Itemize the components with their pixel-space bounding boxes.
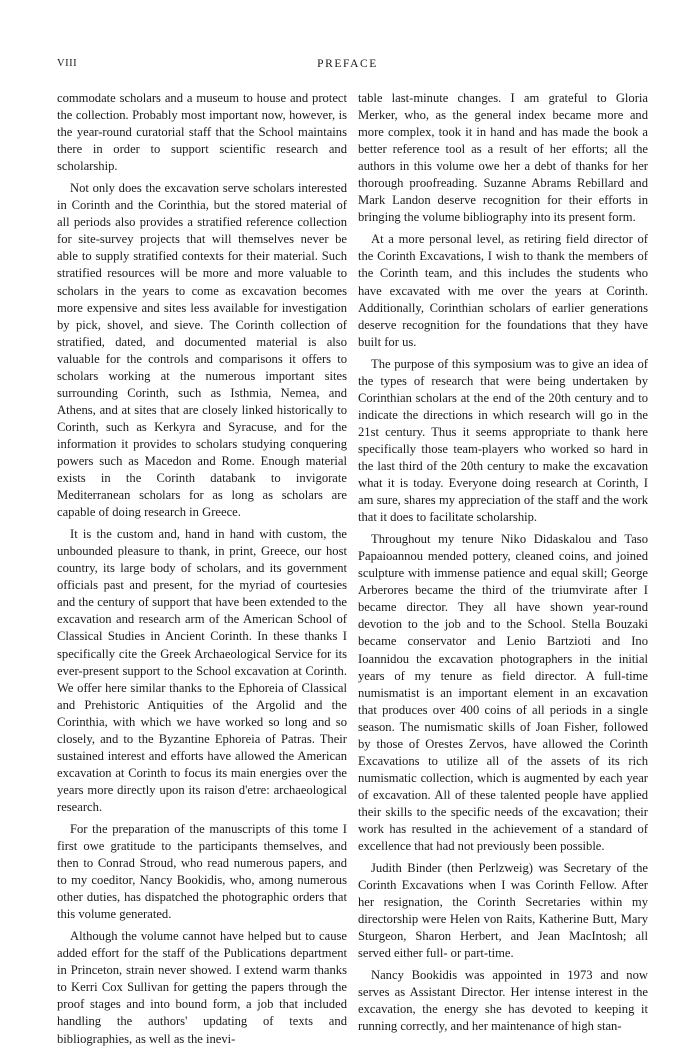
paragraph: Nancy Bookidis was appointed in 1973 and now serves as Assistant Director. Her intense interest in the excavation, the energy she has devoted to keeping it running correctly, and her maintenance of high stan- <box>358 968 648 1034</box>
paragraph: commodate scholars and a museum to house and protect the collection. Probably most important now, however, is the year-round curatorial staff that the School maintains there in order to support scientific research and scholarship. <box>57 91 347 174</box>
paragraph: Throughout my tenure Niko Didaskalou and Taso Papaioannou mended pottery, cleaned coins, and joined sculpture with immense patience and equal skill; George Arberores became the third of the triumvirate after I became director. They all have shown year-round devotion to the job and to the School. Stella Bouzaki became conservator and Lenio Bartzioti and Ino Ioannidou the excavation photographers in the initial years of my tenure as field director. A full-time numismatist is an important element in an excavation that produces over 400 coins of all periods in a single season. The numismatic skills of Joan Fisher, followed by those of Orestes Zervos, have allowed the Corinth Excavations to utilize all of the assets of its rich numismatic collection, which is augmented by each year of excavation. All of these talented people have applied their skills to the specific needs of the excavation; their work has resulted in the achievement of a standard of excellence that had not previously been possible. <box>358 532 648 854</box>
page-number: VIII <box>57 58 78 69</box>
paragraph: For the preparation of the manuscripts of this tome I first owe gratitude to the participants themselves, and then to Conrad Stroud, who read numerous papers, and to my coeditor, Nancy Bookidis, who, among numerous other duties, has dispatched the photographic orders that this volume generated. <box>57 821 347 922</box>
running-title: PREFACE <box>317 58 378 70</box>
paragraph: The purpose of this symposium was to give an idea of the types of research that were being undertaken by Corinthian scholars at the end of the 20th century and to indicate the directions in which research will go in the 21st century. Thus it seems appropriate to thank here specifically those team-players who worked so hard in the last third of the 20th century to make the excavation what it is today. Everyone doing research at Corinth, I am sure, shares my appreciation of the staff and the work that it does to facilitate scholarship. <box>358 356 648 525</box>
paragraph: At a more personal level, as retiring field director of the Corinth Excavations, I wish to thank the members of the Corinth team, and this includes the students who have excavated with me over the years at Corinth. Additionally, Corinthian scholars of earlier generations deserve recognition for the foundations that they have built for us. <box>358 232 648 349</box>
paragraph: table last-minute changes. I am grateful to Gloria Merker, who, as the general index became more and more complex, took it in hand and has made the book a better reference tool as a result of her efforts; all the authors in this volume owe her a debt of thanks for her thorough proofreading. Suzanne Abrams Rebillard and Mark Landon deserve recognition for their efforts in bringing the volume bibliography into its present form. <box>358 91 648 225</box>
paragraph: Although the volume cannot have helped but to cause added effort for the staff of the Publications department in Princeton, strain never showed. I extend warm thanks to Kerri Cox Sullivan for getting the papers through the proof stages and into bound form, a job that included handling the authors' updating of texts and bibliographies, as well as the inevi- <box>57 929 347 1046</box>
paragraph: Judith Binder (then Perlzweig) was Secretary of the Corinth Excavations when I was Corinth Fellow. After her resignation, the Corinth Secretaries within my directorship were Helen von Raits, Katherine Butt, Mary Sturgeon, Sharon Herbert, and Jean MacIntosh; all served either full- or part-time. <box>358 861 648 961</box>
left-column <box>57 90 347 1053</box>
right-column <box>358 90 648 1041</box>
paragraph: Not only does the excavation serve scholars interested in Corinth and the Corinthia, but the stored material of all periods also provides a stratified reference collection for site-survey projects that will themselves never be able to supply stratified contexts for their material. Such stratified resources will be more and more valuable to scholars in the years to come as excavation becomes more expensive and sites less available for investigation by pick, shovel, and sieve. The Corinth collection of stratified, dated, and documented material is also valuable for the controls and comparisons it offers to scholars working at the numerous important sites surrounding Corinth, such as Isthmia, Nemea, and Athens, and at sites that are closely linked historically to Corinth, such as Kerkyra and Syracuse, and for the information it provides to scholars studying conquering powers such as Macedon and Rome. Enough material exists in the Corinth databank to invigorate Mediterranean scholars for as long as scholars are capable of doing research in Greece. <box>57 181 347 520</box>
page-header <box>0 58 695 78</box>
paragraph: It is the custom and, hand in hand with custom, the unbounded pleasure to thank, in print, Greece, our host country, its large body of scholars, and its government officials past and present, for the myriad of courtesies and the century of support that have been extended to the excavation and research arm of the American School of Classical Studies in Ancient Corinth. In these thanks I specifically cite the Greek Archaeological Service for its ever-present support to the School excavation at Corinth. We offer here similar thanks to the Ephoreia of Classical and Prehistoric Antiquities of the Argolid and the Corinthia, with which we have worked so long and so closely, and to the Byzantine Ephoreia of Patras. Their sustained interest and efforts have allowed the American excavation at Corinth to focus its main energies over the years more directly upon its raison d'etre: archaeological research. <box>57 527 347 814</box>
